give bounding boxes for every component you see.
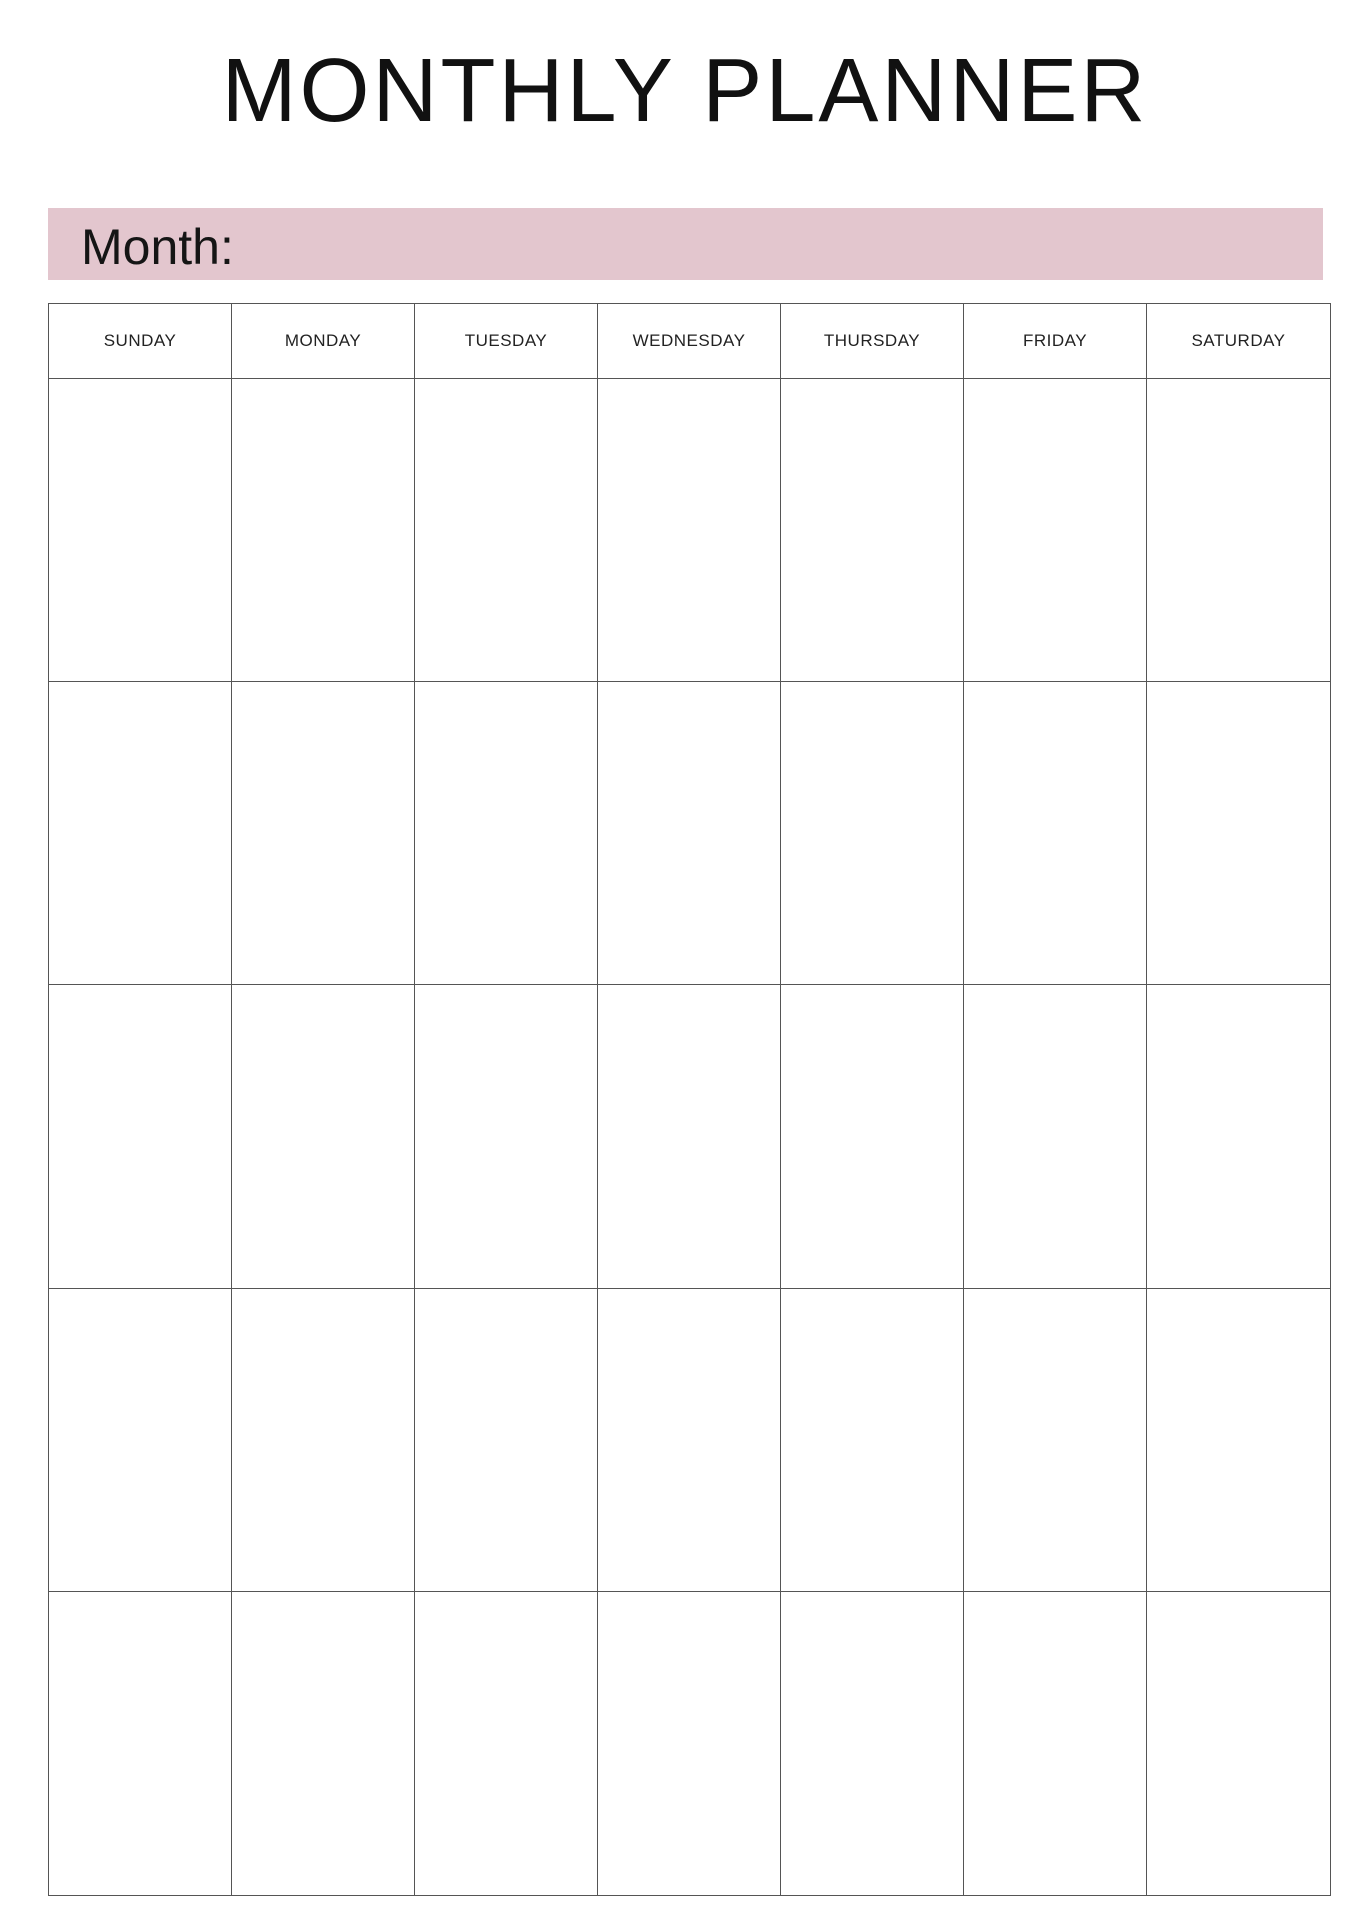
day-cell[interactable]	[781, 985, 964, 1288]
day-header-sunday: SUNDAY	[49, 304, 232, 379]
day-cell[interactable]	[232, 1289, 415, 1592]
day-header-monday: MONDAY	[232, 304, 415, 379]
day-cell[interactable]	[598, 1289, 781, 1592]
day-cell[interactable]	[49, 682, 232, 985]
day-cell[interactable]	[964, 1289, 1147, 1592]
month-label: Month:	[81, 219, 234, 275]
day-cell[interactable]	[49, 985, 232, 1288]
day-cell[interactable]	[598, 985, 781, 1288]
day-cell[interactable]	[232, 985, 415, 1288]
day-cell[interactable]	[598, 682, 781, 985]
day-cell[interactable]	[964, 682, 1147, 985]
day-cell[interactable]	[1147, 379, 1330, 682]
day-header-saturday: SATURDAY	[1147, 304, 1330, 379]
day-cell[interactable]	[1147, 1289, 1330, 1592]
day-header-thursday: THURSDAY	[781, 304, 964, 379]
day-cell[interactable]	[781, 379, 964, 682]
day-cell[interactable]	[964, 1592, 1147, 1895]
day-cell[interactable]	[598, 1592, 781, 1895]
day-cell[interactable]	[964, 985, 1147, 1288]
day-cell[interactable]	[1147, 682, 1330, 985]
day-cell[interactable]	[232, 1592, 415, 1895]
day-cell[interactable]	[415, 682, 598, 985]
day-cell[interactable]	[49, 379, 232, 682]
day-cell[interactable]	[781, 1592, 964, 1895]
day-header-tuesday: TUESDAY	[415, 304, 598, 379]
day-cell[interactable]	[781, 682, 964, 985]
day-cell[interactable]	[49, 1592, 232, 1895]
day-cell[interactable]	[415, 379, 598, 682]
day-cell[interactable]	[598, 379, 781, 682]
day-cell[interactable]	[415, 1592, 598, 1895]
day-cell[interactable]	[1147, 985, 1330, 1288]
day-cell[interactable]	[232, 682, 415, 985]
day-cell[interactable]	[415, 1289, 598, 1592]
page-title: MONTHLY PLANNER	[221, 41, 1149, 141]
day-header-wednesday: WEDNESDAY	[598, 304, 781, 379]
day-cell[interactable]	[415, 985, 598, 1288]
day-cell[interactable]	[232, 379, 415, 682]
day-cell[interactable]	[964, 379, 1147, 682]
month-field[interactable]	[48, 208, 1323, 280]
day-cell[interactable]	[49, 1289, 232, 1592]
day-header-friday: FRIDAY	[964, 304, 1147, 379]
day-cell[interactable]	[781, 1289, 964, 1592]
day-cell[interactable]	[1147, 1592, 1330, 1895]
calendar-grid	[48, 303, 1331, 1896]
